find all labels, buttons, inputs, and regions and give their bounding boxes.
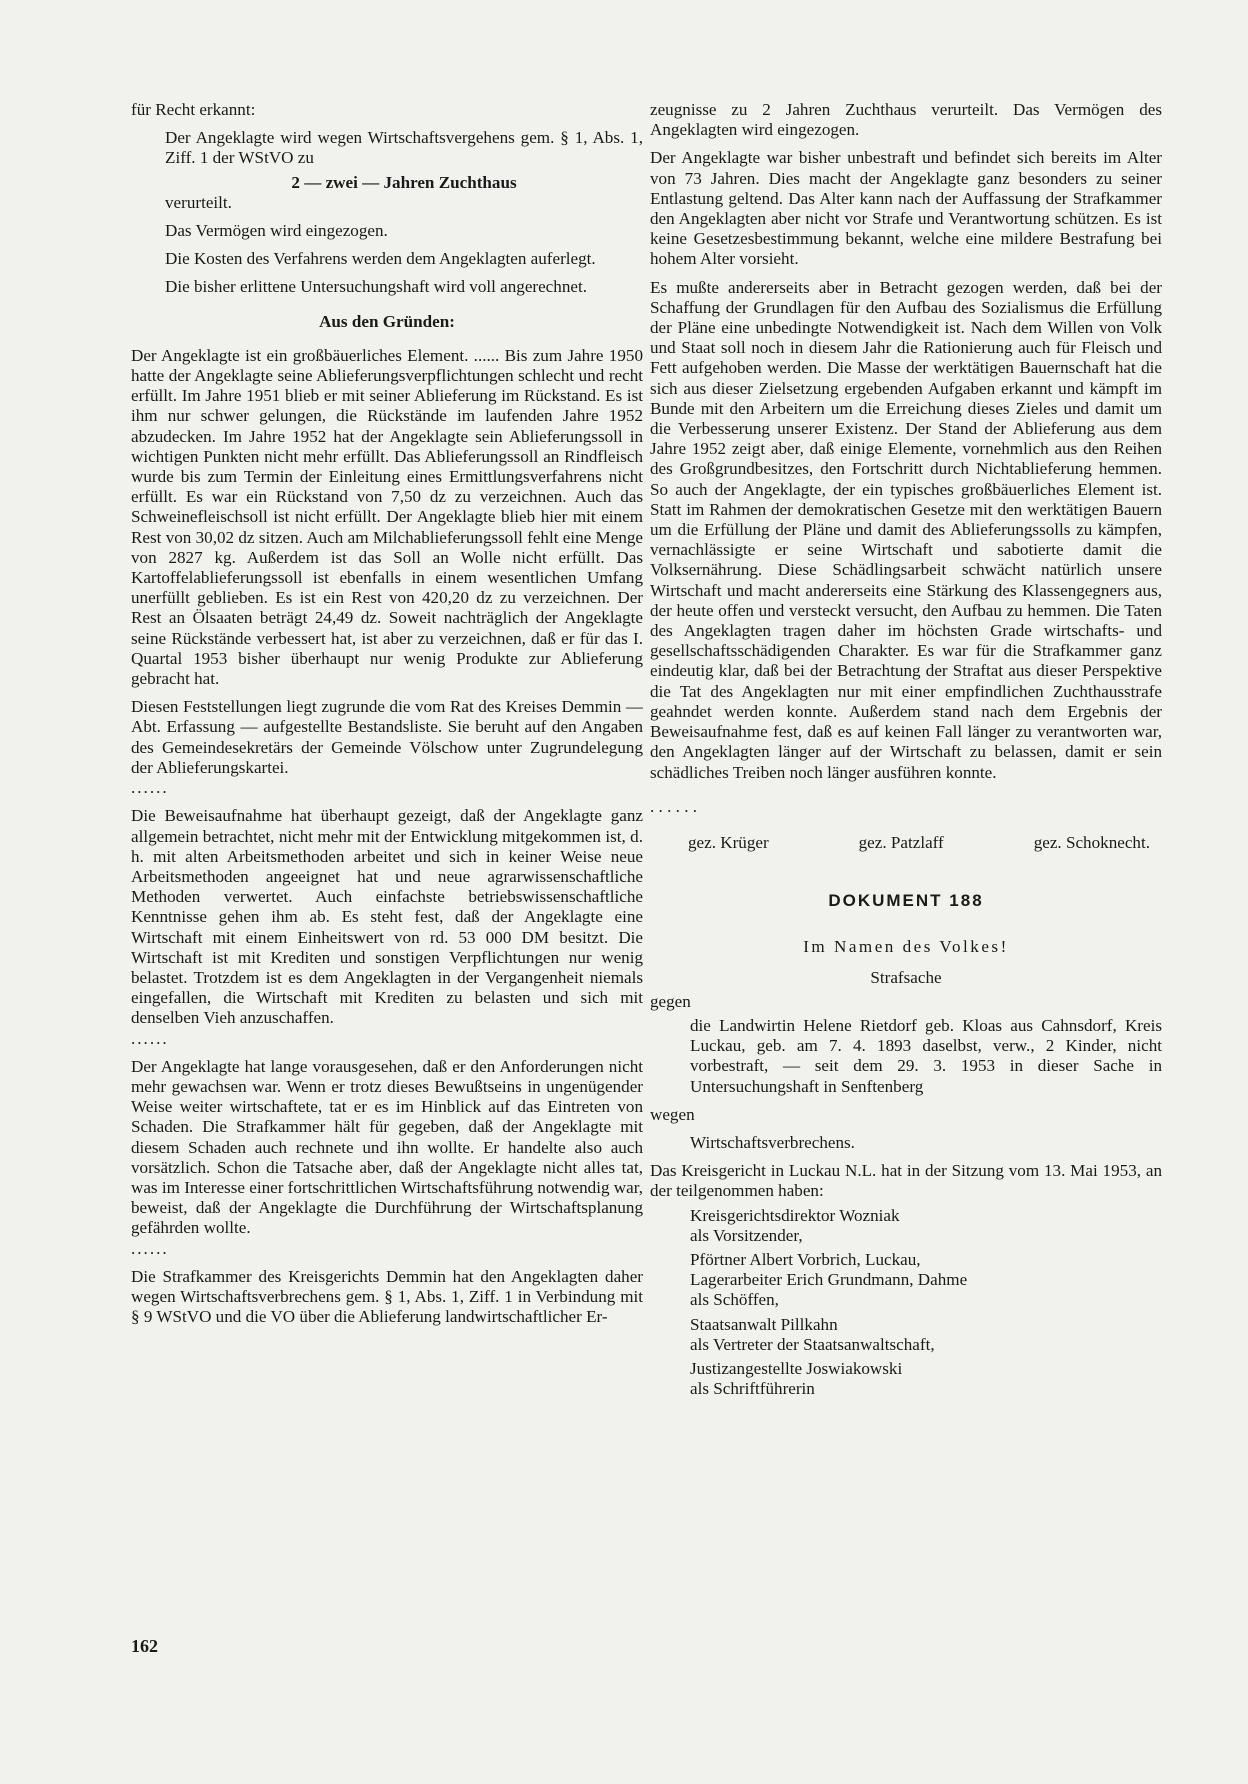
participant: Lagerarbeiter Erich Grundmann, Dahme [690, 1270, 968, 1290]
participant: Pförtner Albert Vorbrich, Luckau, [690, 1249, 921, 1269]
wegen-label: wegen [650, 1104, 695, 1124]
verdict-line: Die bisher erlittene Untersuchungshaft wird voll angerechnet. [165, 277, 587, 297]
participants-list [650, 1206, 1162, 1400]
right-column [650, 100, 1162, 1407]
paragraph: zeugnisse zu 2 Jahren Zuchthaus verurteilt. Das Vermögen des Angeklagten wird eingezogen. [650, 100, 1162, 140]
verdict-sentence: 2 — zwei — Jahren Zuchthaus [291, 172, 517, 192]
participant: Kreisgerichtsdirektor Wozniak [690, 1205, 900, 1225]
verdict-line: Das Vermögen wird eingezogen. [165, 221, 388, 241]
participant: Justizangestellte Joswiakowski [690, 1358, 903, 1378]
participant: Staatsanwalt Pillkahn [690, 1314, 838, 1334]
left-column [131, 100, 643, 1335]
paragraph: Der Angeklagte ist ein großbäuerliches Element. ...... Bis zum Jahre 1950 hatte der Angeklagte seine Ablieferungsverpflichtungen schlecht und recht erfüllt. Im Jahre 1951 blieb er mit seiner Ablieferung im Rückstand. Es ist ihm nur schwer gelungen, die Rückstände im laufenden Jahre 1952 abzudecken. Im Jahre 1952 hat der Angeklagte sein Ablieferungssoll in wichtigen Punkten nicht mehr erfüllt. Das Ablieferungssoll an Rindfleisch wurde bis zum Termin der Einleitung eines Ermittlungsverfahrens nicht erfüllt. Es war ein Rückstand von 7,50 dz zu verzeichnen. Auch das Schweinefleischsoll ist nicht erfüllt. Der Angeklagte blieb hier mit einem Rest von 30,02 dz sitzen. Auch am Milchablieferungssoll fehlt eine Menge von 2827 kg. Außerdem ist das Soll an Wolle nicht erfüllt. Das Kartoffelablieferungssoll ist ebenfalls in einem wesentlichen Umfang unerfüllt geblieben. Es ist ein Rest von 420,20 dz zu verzeichnen. Der Rest an Ölsaaten beträgt 24,49 dz. Soweit nachträglich der Angeklagte seine Rückstände verbessert hat, ist aber zu verzeichnen, daß er für das I. Quartal 1953 bisher überhaupt nur wenig Produkte zur Ablieferung gebracht hat. [131, 345, 643, 689]
verdict-header: Im Namen des Volkes! [803, 937, 1009, 957]
page-number: 162 [131, 1636, 158, 1656]
document-title: DOKUMENT 188 [828, 891, 984, 911]
defendant-details: die Landwirtin Helene Rietdorf geb. Kloas aus Cahnsdorf, Kreis Luckau, geb. am 7. 4. 1893 daselbst, verw., 2 Kinder, nicht vorbestraft, — seit dem 29. 3. 1953 in dieser Sache in Untersuchungshaft in Senftenberg [690, 1015, 1162, 1096]
verdict-line: Der Angeklagte wird wegen Wirtschaftsvergehens gem. § 1, Abs. 1, Ziff. 1 der WStVO zu [165, 128, 643, 168]
court-statement: Das Kreisgericht in Luckau N.L. hat in der Sitzung vom 13. Mai 1953, an der teilgenommen haben: [650, 1161, 1162, 1201]
verdict-intro: für Recht erkannt: [131, 100, 256, 119]
signature: gez. Krüger [688, 832, 769, 852]
ellipsis: ...... [131, 1238, 169, 1258]
paragraph: Die Beweisaufnahme hat überhaupt gezeigt, daß der Angeklagte ganz allgemein betrachtet, nicht mehr mit der Entwicklung mitgekommen ist, d. h. mit alten Arbeitsmethoden arbeitet und sich in keiner Weise neue Arbeitsmethoden angeeignet hat und neue agrarwissenschaftliche Methoden verwertet. Auch einfachste betriebswissenschaftliche Kenntnisse gehen ihm ab. Es steht fest, daß der Angeklagte eine Wirtschaft mit einem Einheitswert von rd. 53 000 DM besitzt. Die Wirtschaft ist mit Krediten und sonstigen Verpflichtungen nur wenig belastet. Trotzdem ist es dem Angeklagten in der Vergangenheit niemals eingefallen, die Wirtschaft mit Krediten zu belasten und sich mit denselben Vieh anzuschaffen. [131, 806, 643, 1028]
paragraph: Die Strafkammer des Kreisgerichts Demmin hat den Angeklagten daher wegen Wirtschaftsverbrechens gem. § 1, Abs. 1, Ziff. 1 in Verbindung mit § 9 WStVO und die VO über die Ablieferung landwirtschaftlicher Er- [131, 1266, 643, 1327]
signature: gez. Patzlaff [858, 832, 944, 852]
verdict-line: verurteilt. [165, 192, 232, 212]
ellipsis: ...... [131, 778, 169, 798]
participant-role: als Vorsitzender, [690, 1225, 803, 1245]
participant-role: als Schriftführerin [690, 1379, 815, 1399]
paragraph: Der Angeklagte hat lange vorausgesehen, daß er den Anforderungen nicht mehr gewachsen war. Wenn er trotz dieses Bewußtseins in ungenügender Weise weiter wirtschaftete, tat er es im Hinblick auf das Eintreten von Schaden. Die Strafkammer hält für gegeben, daß der Angeklagte mit diesem Schaden auch rechnete und ihn wollte. Er handelte also auch vorsätzlich. Schon die Tatsache aber, daß der Angeklagte nicht alles tat, was im Interesse einer fortschrittlichen Wirtschaftsführung notwendig war, beweist, daß der Angeklagte die Durchführung der Wirtschaftsplanung gefährden wollte. [131, 1056, 643, 1238]
verdict-block [131, 128, 643, 297]
ellipsis: ...... [131, 1028, 169, 1048]
participant-role: als Vertreter der Staatsanwaltschaft, [690, 1334, 935, 1354]
ellipsis: . . . . . . [650, 796, 698, 816]
participant-role: als Schöffen, [690, 1290, 779, 1310]
paragraph: Der Angeklagte war bisher unbestraft und befindet sich bereits im Alter von 73 Jahren. Dies macht der Angeklagte ganz besonders zu seiner Entlastung geltend. Das Alter kann nach der Auffassung der Strafkammer den Angeklagten aber nicht vor Strafe und Verantwortung schützen. Es ist keine Gesetzesbestimmung bekannt, welche eine mildere Bestrafung bei hohem Alter vorsieht. [650, 148, 1162, 269]
offense: Wirtschaftsverbrechens. [690, 1132, 855, 1152]
signatures [650, 833, 1162, 853]
signature: gez. Schoknecht. [1033, 832, 1150, 852]
paragraph: Es mußte andererseits aber in Betracht gezogen werden, daß bei der Schaffung der Grundlagen für den Aufbau des Sozialismus die Erfüllung der Pläne eine unbedingte Notwendigkeit ist. Nach dem Willen von Volk und Staat soll noch in diesem Jahr die Rationierung auch für Fleisch und Fett aufgehoben werden. Die Masse der werktätigen Bauernschaft hat die sich aus dieser Zielsetzung ergebenden Aufgaben erkannt und kämpft im Bunde mit den Arbeitern um die Erreichung dieses Zieles und damit um die Verbesserung unserer Existenz. Der Stand der Ablieferung aus dem Jahre 1952 zeigt aber, daß einige Elemente, vornehmlich aus den Reihen des Großgrundbesitzes, den Fortschritt durch Nichtablieferung hemmen. So auch der Angeklagte, der ein typisches großbäuerliches Element ist. Statt im Rahmen der demokratischen Gesetze mit den werktätigen Bauern um die Erfüllung der Pläne und damit des Ablieferungssolls zu kämpfen, vernachlässigte er seine Wirtschaft und sabotierte damit die Volksernährung. Diese Schädlingsarbeit schwächt natürlich unsere Wirtschaft und macht andererseits eine Stärkung des Klassengegners aus, der heute offen und versteckt versucht, den Aufbau zu hemmen. Die Taten des Angeklagten tragen daher im höchsten Grade wirtschafts- und gesellschaftsschädigenden Charakter. Es war für die Strafkammer ganz eindeutig klar, daß bei der Betrachtung der Straftat aus dieser Perspektive die Tat des Angeklagten nur mit einer empfindlichen Zuchthausstrafe geahndet werden konnte. Außerdem stand nach dem Ergebnis der Beweisaufnahme fest, daß es auf keinen Fall länger zu verantworten war, den Angeklagten länger auf der Wirtschaft zu belassen, damit er sein schädliches Treiben noch länger ausführen konnte. [650, 277, 1162, 782]
section-heading: Aus den Gründen: [319, 311, 455, 331]
gegen-label: gegen [650, 991, 691, 1011]
paragraph: Diesen Feststellungen liegt zugrunde die vom Rat des Kreises Demmin — Abt. Erfassung — aufgestellte Bestandsliste. Sie beruht auf den Angaben des Gemeindesekretärs der Gemeinde Völschow unter Zugrundelegung der Ablieferungskartei. [131, 697, 643, 777]
verdict-line: Die Kosten des Verfahrens werden dem Angeklagten auferlegt. [165, 249, 596, 269]
case-type: Strafsache [870, 967, 942, 987]
